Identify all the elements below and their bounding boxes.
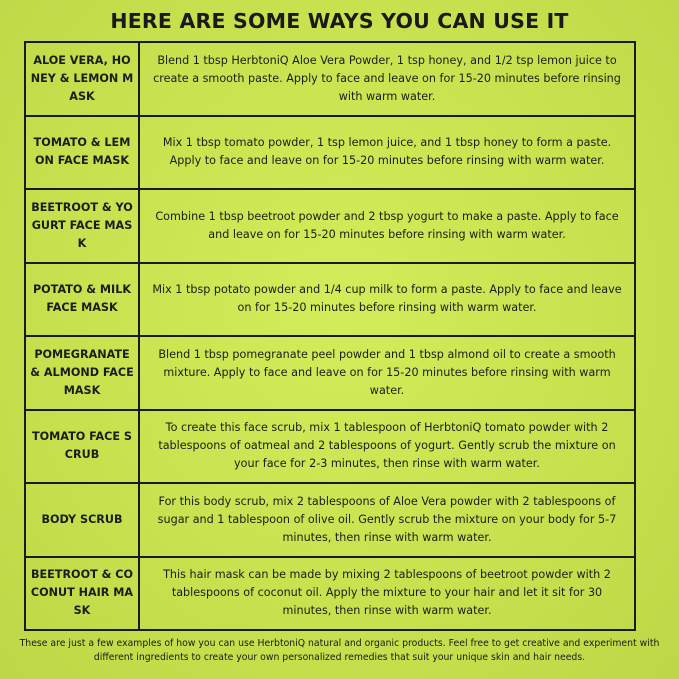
recipe-description: Mix 1 tbsp tomato powder, 1 tsp lemon juice, and 1 tbsp honey to form a paste. Apply to face and leave on for 15-20 minutes before rinsing with warm water. — [139, 116, 635, 190]
recipe-name: TOMATO FACE SCRUB — [25, 410, 139, 484]
recipe-name: TOMATO & LEMON FACE MASK — [25, 116, 139, 190]
recipe-description: Blend 1 tbsp HerbtoniQ Aloe Vera Powder, 1 tsp honey, and 1/2 tsp lemon juice to create a smooth paste. Apply to face and leave on for 15-20 minutes before rinsing with warm water. — [139, 42, 635, 116]
footer-note: These are just a few examples of how you can use HerbtoniQ natural and organic products. Feel free to get creative and experiment with different ingredients to create your own personalized remedies that suit your unique skin and hair needs. — [19, 638, 660, 663]
table-row — [25, 483, 635, 557]
recipe-description: Combine 1 tbsp beetroot powder and 2 tbsp yogurt to make a paste. Apply to face and leave on for 15-20 minutes before rinsing with warm water. — [139, 189, 635, 263]
recipe-name: ALOE VERA, HONEY & LEMON MASK — [25, 42, 139, 116]
table-row — [25, 189, 635, 263]
recipe-name: BEETROOT & COCONUT HAIR MASK — [25, 557, 139, 631]
recipe-description: Blend 1 tbsp pomegranate peel powder and 1 tbsp almond oil to create a smooth mixture. Apply to face and leave on for 15-20 minutes before rinsing with warm water. — [139, 336, 635, 410]
table-row — [25, 263, 635, 337]
page-title: HERE ARE SOME WAYS YOU CAN USE IT — [110, 9, 569, 33]
table-row — [25, 336, 635, 410]
recipe-description: To create this face scrub, mix 1 tablespoon of HerbtoniQ tomato powder with 2 tablespoons of oatmeal and 2 tablespoons of yogurt. Gently scrub the mixture on your face for 2-3 minutes, then rinse with warm water. — [139, 410, 635, 484]
recipe-description: This hair mask can be made by mixing 2 tablespoons of beetroot powder with 2 tablespoons of coconut oil. Apply the mixture to your hair and let it sit for 30 minutes, then rinse with warm water. — [139, 557, 635, 631]
recipe-name: POTATO & MILK FACE MASK — [25, 263, 139, 337]
usage-table — [24, 41, 636, 631]
recipe-name: BODY SCRUB — [25, 483, 139, 557]
recipe-description: Mix 1 tbsp potato powder and 1/4 cup milk to form a paste. Apply to face and leave on for 15-20 minutes before rinsing with warm water. — [139, 263, 635, 337]
recipe-name: BEETROOT & YOGURT FACE MASK — [25, 189, 139, 263]
table-row — [25, 557, 635, 631]
table-row — [25, 410, 635, 484]
recipe-description: For this body scrub, mix 2 tablespoons of Aloe Vera powder with 2 tablespoons of sugar and 1 tablespoon of olive oil. Gently scrub the mixture on your body for 5-7 minutes, then rinse with warm water. — [139, 483, 635, 557]
recipe-name: POMEGRANATE & ALMOND FACE MASK — [25, 336, 139, 410]
table-row — [25, 116, 635, 190]
table-row — [25, 42, 635, 116]
